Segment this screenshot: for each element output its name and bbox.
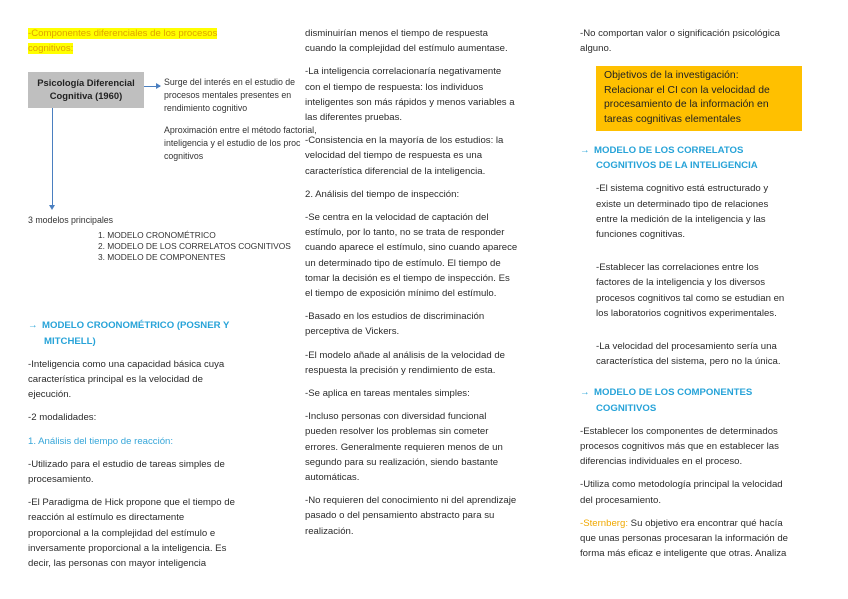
arrow-icon: → bbox=[580, 145, 590, 157]
diagram-approach-text: Aproximación entre el método factorial, inteligencia y el estudio de los proc cognitivos bbox=[164, 125, 317, 162]
paragraph: -El modelo añade al análisis de la velocidad de respuesta la precisión y rendimiento de esta. bbox=[305, 349, 505, 376]
paragraph: -Utiliza como metodología principal la velocidad del procesamiento. bbox=[580, 479, 783, 506]
subheading-inspection-time: 2. Análisis del tiempo de inspección: bbox=[305, 188, 460, 200]
paragraph: -El sistema cognitivo está estructurado y existe un determinado tipo de relaciones entre la medición de la inteligencia y las funciones cognitivas. bbox=[596, 183, 769, 241]
arrow-icon: → bbox=[28, 320, 38, 332]
models-list bbox=[98, 230, 291, 263]
sternberg-label: -Sternberg: bbox=[580, 517, 628, 529]
paragraph: -El Paradigma de Hick propone que el tiempo de reacción al estímulo es directamente proporcional a la complejidad del estímulo e inversamente proporcional a la inteligencia. Es decir, las personas con mayor inteligencia bbox=[28, 497, 235, 570]
column-3 bbox=[580, 26, 815, 570]
psychology-box: Psicología Diferencial Cognitiva (1960) bbox=[28, 72, 144, 108]
paragraph: -Utilizado para el estudio de tareas simples de procesamiento. bbox=[28, 458, 225, 486]
subheading-reaction-time: 1. Análisis del tiempo de reacción: bbox=[28, 435, 174, 447]
paragraph: -Sternberg: Su objetivo era encontrar qué hacía que unas personas procesaran la información de forma más eficaz e inteligente que otras. Analiza bbox=[580, 517, 788, 560]
arrow-right-icon bbox=[144, 86, 160, 87]
paragraph: -Establecer las correlaciones entre los factores de la inteligencia y los diversos procesos cognitivos tal como se estudian en los laboratorios cognitivos experimentales. bbox=[596, 262, 785, 319]
column-2 bbox=[305, 26, 545, 547]
heading-chronometric-model: → MODELO CROONOMÉTRICO (POSNER Y MITCHELL) bbox=[28, 320, 230, 347]
paragraph: -Se aplica en tareas mentales simples: bbox=[305, 388, 470, 400]
arrow-down-icon bbox=[52, 108, 53, 208]
paragraph: -Consistencia en la mayoría de los estudios: la velocidad del tiempo de respuesta es una característica diferencial de la inteligencia. bbox=[305, 135, 504, 177]
paragraph: -Inteligencia como una capacidad básica cuya característica principal es la velocidad de ejecución. bbox=[28, 358, 225, 401]
diagram-models-label: 3 modelos principales bbox=[28, 215, 114, 226]
paragraph: -Basado en los estudios de discriminación perceptiva de Vickers. bbox=[305, 311, 485, 338]
paragraph: -Establecer los componentes de determinados procesos cognitivos más que en establecer las diferencias individuales en el proceso. bbox=[580, 425, 779, 468]
paragraph: -La inteligencia correlacionaría negativamente con el tiempo de respuesta: los individuos inteligentes son más rápidos y menos variables a las diferentes pruebas. bbox=[305, 66, 515, 124]
paragraph: -La velocidad del procesamiento sería una característica del sistema, pero no la única. bbox=[596, 341, 781, 368]
paragraph: -Incluso personas con diversidad funcional pueden resolver los problemas sin cometer errores. Generalmente requieren menos de un segundo para su realización, siendo bastante automáticas. bbox=[305, 411, 503, 484]
paragraph: -Se centra en la velocidad de captación del estímulo, por lo tanto, no se trata de responder cuando aparece el estímulo, sino cuando aparece un determinado tipo de estímulo. El tiempo de tomar la decisión es el tiempo de inspección. Es el tiempo de exposición mínimo del estímulo. bbox=[305, 212, 518, 300]
section-title: -Componentes diferenciales de los procesos cognitivos: bbox=[28, 28, 218, 55]
list-item: 2. MODELO DE LOS CORRELATOS COGNITIVOS bbox=[98, 241, 291, 251]
paragraph: disminuirían menos el tiempo de respuesta cuando la complejidad del estímulo aumentase. bbox=[305, 28, 508, 55]
paragraph: -No comportan valor o significación psicológica alguno. bbox=[580, 28, 780, 55]
arrow-icon: → bbox=[580, 387, 590, 399]
paragraph: -No requieren del conocimiento ni del aprendizaje pasado o del pensamiento abstracto para su realización. bbox=[305, 495, 517, 537]
list-item: 1. MODELO CRONOMÉTRICO bbox=[98, 230, 216, 240]
column-1 bbox=[28, 26, 317, 579]
paragraph: -2 modalidades: bbox=[28, 412, 97, 424]
objectives-box: Objetivos de la investigación: Relacionar el CI con la velocidad de procesamiento de la información en tareas cognitivas elementales bbox=[596, 66, 802, 131]
heading-components-model: → MODELO DE LOS COMPONENTES COGNITIVOS bbox=[580, 387, 753, 414]
diagram-origin-text: Surge del interés en el estudio de procesos mentales presentes en rendimiento cognitivo bbox=[164, 77, 296, 114]
heading-correlates-model: → MODELO DE LOS CORRELATOS COGNITIVOS DE LA INTELIGENCIA bbox=[580, 145, 758, 172]
list-item: 3. MODELO DE COMPONENTES bbox=[98, 252, 226, 262]
